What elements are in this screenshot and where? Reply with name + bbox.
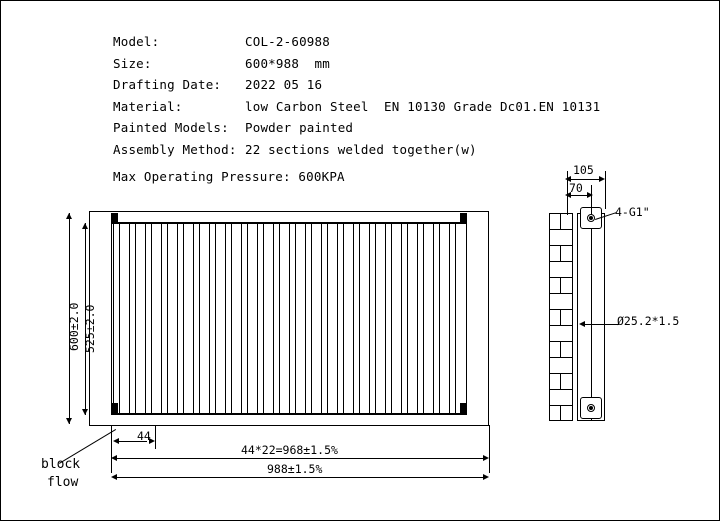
dim-arrow-right [483,455,489,461]
spec-value-max-pressure: Max Operating Pressure: 600KPA [113,169,345,184]
dim-line-depth-overall [569,179,603,180]
spec-label-drafting-date: Drafting Date: [113,77,222,92]
radiator-column [433,223,440,414]
callout-leader-line [583,324,619,325]
radiator-column [129,223,136,414]
dim-arrow-up [66,213,72,219]
dim-line-width-overall [113,477,487,478]
radiator-column [353,223,360,414]
bottom-right-port [460,403,467,414]
extension-line [489,425,490,473]
spec-label-material: Material: [113,98,183,114]
spec-value-assembly-method: 22 sections welded together(w) [245,141,477,157]
spec-label-size: Size: [113,55,152,71]
radiator-column [417,223,424,414]
spec-value-drafting-date: 2022 05 16 [245,77,323,92]
dim-arrow-right [587,192,593,198]
top-left-port [111,213,118,224]
bottom-left-port [111,403,118,414]
radiator-column [385,223,392,414]
top-right-port [460,213,467,224]
spec-row [113,53,600,75]
callout-label-flow: flow [47,475,79,490]
radiator-column [241,223,248,414]
bottom-manifold [111,413,467,415]
spec-row [113,31,600,53]
radiator-column [209,223,216,414]
radiator-column [257,223,264,414]
extension-line [605,171,606,209]
top-manifold [111,222,467,224]
radiator-column [177,223,184,414]
radiator-column [369,223,376,414]
bottom-valve [580,397,602,419]
dim-label-width-overall: 988±1.5% [267,462,323,476]
spec-label-painted-models: Painted Models: [113,120,229,135]
spec-value-model: COL-2-60988 [245,34,330,49]
dim-arrow-left [113,438,119,444]
radiator-column [193,223,200,414]
callout-label-block: block [41,457,81,472]
dim-arrow-left [111,474,117,480]
radiator-column [337,223,344,414]
radiator-side-body [577,213,605,421]
spec-label-assembly-method: Assembly Method: [113,141,237,157]
radiator-column [225,223,232,414]
spec-row [113,139,600,161]
dim-label-depth-overall: 105 [573,163,594,177]
spec-row [113,117,600,139]
dim-arrow-left [111,455,117,461]
dim-label-depth-inner: 70 [569,181,583,195]
callout-label-connection: 4-G1" [615,205,650,219]
spec-value-size: 600*988 mm [245,55,330,71]
dim-arrow-up [82,223,88,229]
dim-arrow-down [82,409,88,415]
radiator-column [113,223,120,414]
dim-arrow-right [483,474,489,480]
front-view [89,211,489,426]
radiator-column [145,223,152,414]
spec-value-material: low Carbon Steel EN 10130 Grade Dc01.EN 10131 [245,98,601,114]
dim-label-height-centers: 525±2.0 [83,304,97,353]
specification-table [113,31,600,188]
radiator-column [401,223,408,414]
spec-row-pressure [113,166,600,188]
radiator-column [161,223,168,414]
spec-label-model: Model: [113,34,160,49]
spec-value-painted-models: Powder painted [245,120,354,135]
radiator-column [273,223,280,414]
dim-arrow-down [66,418,72,424]
dim-arrow-right [599,176,605,182]
extension-line [591,185,592,215]
wall-hatch [549,213,573,421]
radiator-column [449,223,456,414]
callout-label-tube: Ø25.2*1.5 [617,314,680,328]
dim-label-sections: 44*22=968±1.5% [241,443,338,457]
dim-line-sections [113,458,487,459]
extension-line [155,425,156,449]
spec-row [113,74,600,96]
dim-arrow-left [579,321,585,327]
radiator-column [289,223,296,414]
spec-row [113,96,600,118]
radiator-column [321,223,328,414]
radiator-column [305,223,312,414]
dim-label-pitch: 44 [137,429,151,443]
dim-label-height-overall: 600±2.0 [67,302,81,351]
